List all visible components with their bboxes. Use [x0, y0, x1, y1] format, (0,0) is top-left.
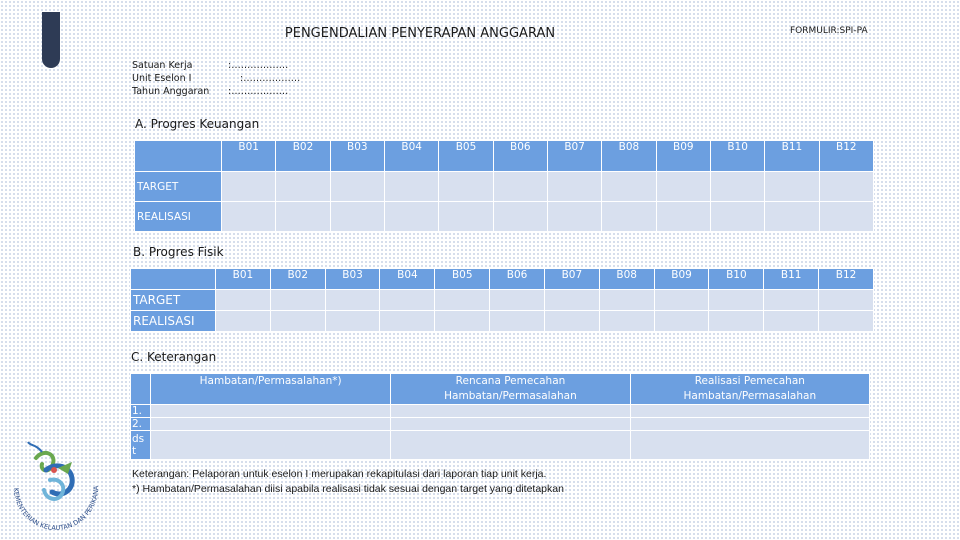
- month-header: B04: [380, 269, 434, 289]
- input-cell[interactable]: [765, 172, 818, 201]
- row-number: 2.: [131, 418, 150, 430]
- info-label-unit-eselon: Unit Eselon I: [132, 73, 192, 84]
- info-label-tahun-anggaran: Tahun Anggaran: [132, 86, 210, 97]
- month-header: B02: [276, 141, 329, 171]
- input-cell[interactable]: [631, 405, 869, 417]
- table-row: [131, 418, 869, 430]
- month-header: B02: [271, 269, 325, 289]
- month-header: B08: [602, 141, 655, 171]
- table-row: [131, 405, 869, 417]
- input-cell[interactable]: [657, 202, 710, 231]
- input-cell[interactable]: [391, 418, 629, 430]
- row-number: ds t: [131, 431, 150, 459]
- input-cell[interactable]: [326, 290, 380, 310]
- info-value-satuan-kerja: :………………: [228, 60, 289, 71]
- input-cell[interactable]: [490, 290, 544, 310]
- input-cell[interactable]: [331, 172, 384, 201]
- row-label-target: TARGET: [135, 172, 221, 201]
- input-cell[interactable]: [655, 311, 709, 331]
- input-cell[interactable]: [380, 290, 434, 310]
- input-cell[interactable]: [391, 431, 629, 459]
- input-cell[interactable]: [602, 172, 655, 201]
- input-cell[interactable]: [545, 290, 599, 310]
- section-b-title: B. Progres Fisik: [133, 245, 224, 259]
- info-label-satuan-kerja: Satuan Kerja: [132, 60, 193, 71]
- month-header: B04: [385, 141, 438, 171]
- table-row: [131, 311, 873, 331]
- input-cell[interactable]: [276, 202, 329, 231]
- input-cell[interactable]: [820, 172, 873, 201]
- month-header: B07: [548, 141, 601, 171]
- input-cell[interactable]: [548, 202, 601, 231]
- form-code: FORMULIR:SPI-PA: [790, 26, 868, 36]
- input-cell[interactable]: [391, 405, 629, 417]
- input-cell[interactable]: [764, 290, 818, 310]
- input-cell[interactable]: [435, 311, 489, 331]
- input-cell[interactable]: [631, 418, 869, 430]
- table-row: [131, 290, 873, 310]
- note-line-2: *) Hambatan/Permasalahan diisi apabila realisasi tidak sesuai dengan target yang ditetapkan: [132, 483, 564, 495]
- info-value-tahun-anggaran: :………………: [228, 86, 289, 97]
- month-header: B12: [819, 269, 873, 289]
- input-cell[interactable]: [819, 311, 873, 331]
- header-corner: [131, 374, 150, 404]
- input-cell[interactable]: [711, 172, 764, 201]
- input-cell[interactable]: [435, 290, 489, 310]
- month-header: B06: [494, 141, 547, 171]
- column-header: Hambatan/Permasalahan*): [151, 374, 390, 404]
- input-cell[interactable]: [151, 405, 390, 417]
- input-cell[interactable]: [439, 172, 492, 201]
- month-header: B09: [655, 269, 709, 289]
- header-corner: [131, 269, 215, 289]
- month-header: B01: [216, 269, 270, 289]
- row-label-realisasi: REALISASI: [135, 202, 221, 231]
- notes: [132, 467, 564, 497]
- month-header: B01: [222, 141, 275, 171]
- input-cell[interactable]: [222, 202, 275, 231]
- input-cell[interactable]: [151, 431, 390, 459]
- input-cell[interactable]: [271, 290, 325, 310]
- section-c-title: C. Keterangan: [131, 350, 217, 364]
- input-cell[interactable]: [545, 311, 599, 331]
- svg-text:KEMENTERIAN KELAUTAN DAN PERIK: [6, 440, 100, 532]
- input-cell[interactable]: [439, 202, 492, 231]
- input-cell[interactable]: [631, 431, 869, 459]
- logo-text: KEMENTERIAN KELAUTAN DAN PERIKANA: [11, 485, 101, 533]
- input-cell[interactable]: [600, 311, 654, 331]
- row-number: 1.: [131, 405, 150, 417]
- kkp-logo-icon: [6, 440, 106, 540]
- input-cell[interactable]: [490, 311, 544, 331]
- input-cell[interactable]: [764, 311, 818, 331]
- input-cell[interactable]: [326, 311, 380, 331]
- input-cell[interactable]: [819, 290, 873, 310]
- input-cell[interactable]: [820, 202, 873, 231]
- month-header: B09: [657, 141, 710, 171]
- month-header: B08: [600, 269, 654, 289]
- input-cell[interactable]: [711, 202, 764, 231]
- table-row: [131, 431, 869, 459]
- month-header: B12: [820, 141, 873, 171]
- input-cell[interactable]: [385, 202, 438, 231]
- input-cell[interactable]: [709, 290, 763, 310]
- info-value-unit-eselon: :………………: [240, 73, 301, 84]
- progres-keuangan-table: [134, 140, 874, 232]
- page-title: PENGENDALIAN PENYERAPAN ANGGARAN: [284, 26, 556, 41]
- month-header: B06: [490, 269, 544, 289]
- note-line-1: Keterangan: Pelaporan untuk eselon I merupakan rekapitulasi dari laporan tiap unit kerja.: [132, 468, 547, 480]
- month-header: B05: [435, 269, 489, 289]
- input-cell[interactable]: [494, 202, 547, 231]
- input-cell[interactable]: [709, 311, 763, 331]
- header-corner: [135, 141, 221, 171]
- input-cell[interactable]: [494, 172, 547, 201]
- column-header: Rencana Pemecahan Hambatan/Permasalahan: [391, 374, 629, 404]
- input-cell[interactable]: [271, 311, 325, 331]
- input-cell[interactable]: [602, 202, 655, 231]
- column-header: Realisasi Pemecahan Hambatan/Permasalahan: [631, 374, 869, 404]
- input-cell[interactable]: [385, 172, 438, 201]
- month-header: B10: [711, 141, 764, 171]
- section-a-title: A. Progres Keuangan: [135, 117, 260, 131]
- table-row: [135, 202, 873, 231]
- keterangan-table: [130, 373, 870, 460]
- input-cell[interactable]: [548, 172, 601, 201]
- month-header: B05: [439, 141, 492, 171]
- input-cell[interactable]: [655, 290, 709, 310]
- table-row: [135, 172, 873, 201]
- input-cell[interactable]: [151, 418, 390, 430]
- input-cell[interactable]: [222, 172, 275, 201]
- input-cell[interactable]: [331, 202, 384, 231]
- input-cell[interactable]: [600, 290, 654, 310]
- month-header: B07: [545, 269, 599, 289]
- row-label-target: TARGET: [131, 290, 215, 310]
- input-cell[interactable]: [216, 290, 270, 310]
- month-header: B11: [765, 141, 818, 171]
- month-header: B03: [326, 269, 380, 289]
- month-header: B11: [764, 269, 818, 289]
- input-cell[interactable]: [657, 172, 710, 201]
- month-header: B10: [709, 269, 763, 289]
- input-cell[interactable]: [276, 172, 329, 201]
- input-cell[interactable]: [765, 202, 818, 231]
- progres-fisik-table: [130, 268, 874, 332]
- input-cell[interactable]: [216, 311, 270, 331]
- row-label-realisasi: REALISASI: [131, 311, 215, 331]
- input-cell[interactable]: [380, 311, 434, 331]
- month-header: B03: [331, 141, 384, 171]
